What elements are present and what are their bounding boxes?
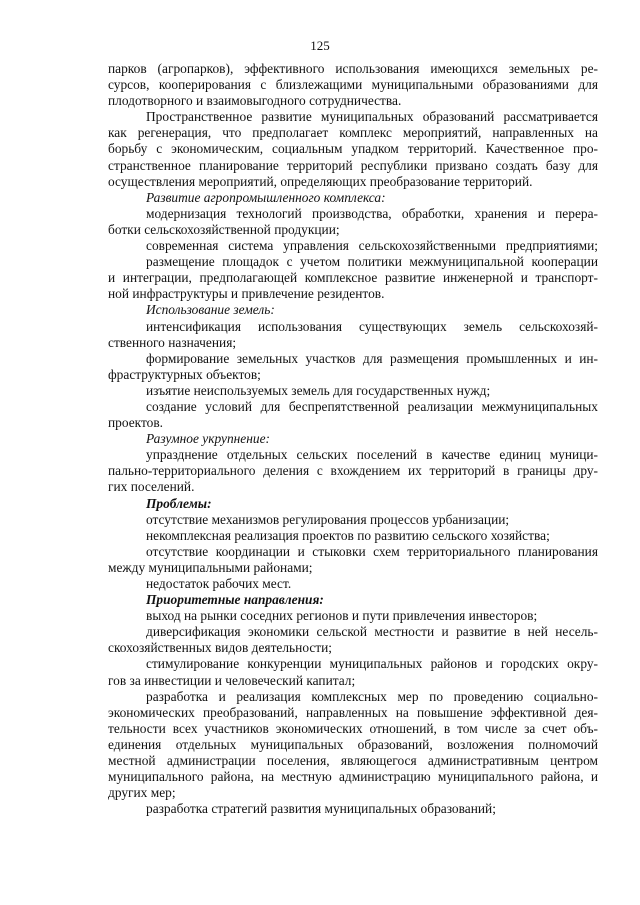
- text-line: сурсов, кооперирования с близлежащими муниципальными образованиями для: [108, 77, 598, 93]
- text-line: стимулирование конкуренции муниципальных районов и городских окру-: [146, 656, 598, 672]
- text-line: скохозяйственных видов деятельности;: [108, 640, 333, 656]
- text-line: пально-территориального деления с вхождением их территорий в границы дру-: [108, 463, 598, 479]
- text-line: борьбу с экономическим, социальным упадком территорий. Качественное про-: [108, 141, 598, 157]
- text-line: современная система управления сельскохозяйственными предприятиями;: [146, 238, 598, 254]
- text-line: муниципального района, на местную администрацию муниципального района, и: [108, 769, 598, 785]
- text-line: изъятие неиспользуемых земель для государственных нужд;: [146, 382, 491, 398]
- text-line: тельности всех участников экономических отношений, в том числе за счет объ-: [108, 720, 598, 736]
- text-line: отсутствие координации и стыковки схем территориального планирования: [146, 543, 598, 559]
- text-line: фраструктурных объектов;: [108, 366, 261, 382]
- text-line: некомплексная реализация проектов по развитию сельского хозяйства;: [146, 527, 550, 543]
- text-line: ственного назначения;: [108, 334, 237, 350]
- text-line: плодотворного и взаимовыгодного сотрудничества.: [108, 93, 402, 109]
- text-line: Проблемы:: [146, 495, 212, 511]
- text-line: диверсификация экономики сельской местности и развитие в ней несель-: [146, 624, 598, 640]
- text-line: странственное планирование территорий республики призвано создать базу для: [108, 157, 598, 173]
- body-text: [108, 61, 598, 817]
- text-line: и интеграции, предполагающей комплексное развитие инженерной и транспорт-: [108, 270, 598, 286]
- text-line: отсутствие механизмов регулирования процессов урбанизации;: [146, 511, 510, 527]
- text-line: ной инфраструктуры и привлечение резидентов.: [108, 286, 385, 302]
- text-line: Пространственное развитие муниципальных образований рассматривается: [146, 109, 598, 125]
- text-line: недостаток рабочих мест.: [146, 576, 292, 591]
- text-line: создание условий для беспрепятственной реализации межмуниципальных: [146, 398, 598, 414]
- text-line: разработка и реализация комплексных мер по проведению социально-: [146, 688, 598, 704]
- text-line: ботки сельскохозяйственной продукции;: [108, 221, 340, 237]
- text-line: модернизация технологий производства, обработки, хранения и перера-: [146, 205, 598, 221]
- text-line: парков (агропарков), эффективного использования имеющихся земельных ре-: [108, 61, 598, 76]
- text-line: выход на рынки соседних регионов и пути привлечения инвесторов;: [146, 608, 538, 624]
- text-line: местной администрации поселения, являющегося административным центром: [108, 753, 598, 769]
- text-line: других мер;: [108, 785, 176, 801]
- text-line: Разумное укрупнение:: [146, 431, 270, 447]
- text-line: Приоритетные направления:: [146, 592, 324, 608]
- text-line: гих поселений.: [108, 479, 195, 495]
- text-line: между муниципальными районами;: [108, 559, 313, 575]
- page-number: 125: [310, 38, 330, 53]
- text-line: размещение площадок с учетом политики межмуниципальной кооперации: [146, 254, 598, 270]
- text-line: экономических преобразований, направленных на повышение эффективной дея-: [108, 704, 598, 720]
- text-line: Использование земель:: [146, 302, 275, 318]
- text-line: Развитие агропромышленного комплекса:: [146, 189, 386, 205]
- text-line: единения отдельных муниципальных образований, возложения полномочий: [108, 736, 598, 752]
- text-line: осуществления мероприятий, определяющих преобразование территорий.: [108, 173, 533, 189]
- text-line: интенсификация использования существующих земель сельскохозяй-: [146, 318, 598, 334]
- text-line: как регенерация, что предполагает комплекс мероприятий, направленных на: [108, 125, 598, 141]
- text-line: разработка стратегий развития муниципальных образований;: [146, 801, 496, 817]
- text-line: проектов.: [108, 415, 164, 431]
- text-line: гов за инвестиции и человеческий капитал;: [108, 672, 356, 688]
- text-line: формирование земельных участков для размещения промышленных и ин-: [146, 350, 598, 366]
- text-line: упразднение отдельных сельских поселений в качестве единиц муници-: [146, 447, 598, 463]
